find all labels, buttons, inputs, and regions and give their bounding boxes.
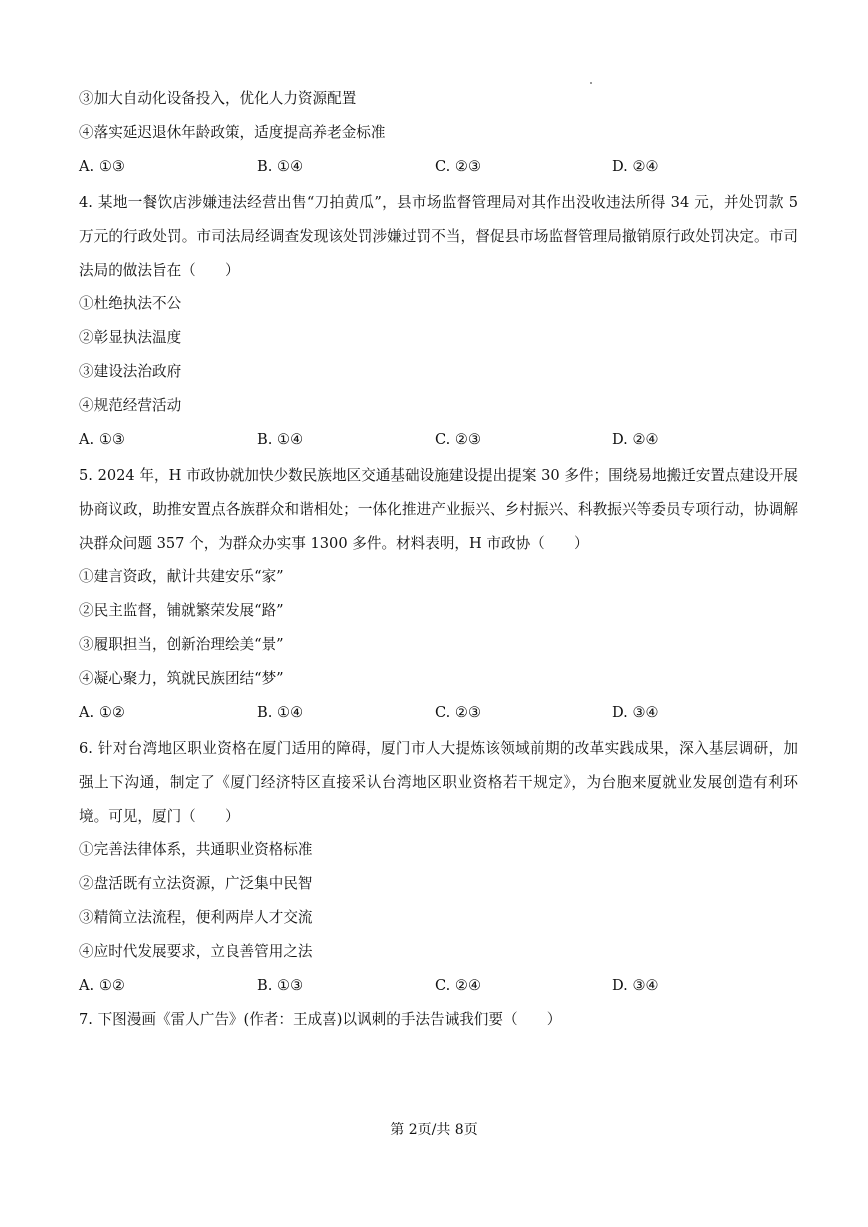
- q4-option-c: C. ②③: [435, 431, 482, 448]
- q6-option-c: C. ②④: [435, 977, 482, 994]
- q6-statement-4: ④应时代发展要求，立良善管用之法: [79, 943, 313, 960]
- q6-options: [79, 976, 799, 996]
- q5-stem: 5. 2024 年，H 市政协就加快少数民族地区交通基础设施建设提出提案 30 多件；围绕易地搬迁安置点建设开展协商议政，助推安置点各族群众和谐相处；一体化推进产业振兴、乡村振兴、科教振兴等委员专项行动，协调解决群众问题 357 个，为群众办实事 1300 多件。材料表明，H 市政协（ ）: [79, 467, 798, 552]
- q5-option-b: B. ①④: [257, 704, 304, 721]
- q4-stem: 4. 某地一餐饮店涉嫌违法经营出售“刀拍黄瓜”，县市场监督管理局对其作出没收违法所得 34 元，并处罚款 5 万元的行政处罚。市司法局经调查发现该处罚涉嫌过罚不当，督促县市场监督管理局撤销原行政处罚决定。市司法局的做法旨在（ ）: [79, 194, 798, 279]
- q4-statement-3: ③建设法治政府: [79, 363, 182, 380]
- q5-option-c: C. ②③: [435, 704, 482, 721]
- q5-option-a: A. ①②: [79, 704, 125, 721]
- q6-statement-2: ②盘活既有立法资源，广泛集中民智: [79, 875, 313, 892]
- q3-statement-4: ④落实延迟退休年龄政策，适度提高养老金标准: [79, 124, 386, 141]
- q5-statement-4: ④凝心聚力，筑就民族团结“梦”: [79, 670, 284, 687]
- q7-stem: 7. 下图漫画《雷人广告》(作者：王成喜)以讽刺的手法告诫我们要（ ）: [79, 1011, 562, 1028]
- q6-option-b: B. ①③: [257, 977, 304, 994]
- q4-statement-1: ①杜绝执法不公: [79, 295, 182, 312]
- q5-statement-3: ③履职担当，创新治理绘美“景”: [79, 636, 284, 653]
- q3-option-a: A. ①③: [79, 158, 125, 175]
- q4-option-b: B. ①④: [257, 431, 304, 448]
- stray-dot: [590, 82, 592, 84]
- q4-statement-2: ②彰显执法温度: [79, 329, 182, 346]
- q4-statement-4: ④规范经营活动: [79, 397, 182, 414]
- q6-option-d: D. ③④: [612, 977, 659, 994]
- q3-options: [79, 157, 799, 177]
- q6-statement-3: ③精简立法流程，便利两岸人才交流: [79, 909, 313, 926]
- q6-option-a: A. ①②: [79, 977, 125, 994]
- q4-option-d: D. ②④: [612, 431, 659, 448]
- q4-options: [79, 430, 799, 450]
- q3-statement-3: ③加大自动化设备投入，优化人力资源配置: [79, 90, 357, 107]
- q5-options: [79, 703, 799, 723]
- q5-statement-1: ①建言资政，献计共建安乐“家”: [79, 568, 284, 585]
- q5-statement-2: ②民主监督，铺就繁荣发展“路”: [79, 602, 284, 619]
- q5-option-d: D. ③④: [612, 704, 659, 721]
- q3-option-c: C. ②③: [435, 158, 482, 175]
- q3-option-b: B. ①④: [257, 158, 304, 175]
- q6-statement-1: ①完善法律体系，共通职业资格标准: [79, 841, 313, 858]
- q4-option-a: A. ①③: [79, 431, 125, 448]
- page-footer: 第 2页/共 8页: [390, 1122, 478, 1138]
- q3-option-d: D. ②④: [612, 158, 659, 175]
- q6-stem: 6. 针对台湾地区职业资格在厦门适用的障碍，厦门市人大提炼该领域前期的改革实践成果，深入基层调研，加强上下沟通，制定了《厦门经济特区直接采认台湾地区职业资格若干规定》，为台胞来厦就业发展创造有利环境。可见，厦门（ ）: [79, 740, 798, 825]
